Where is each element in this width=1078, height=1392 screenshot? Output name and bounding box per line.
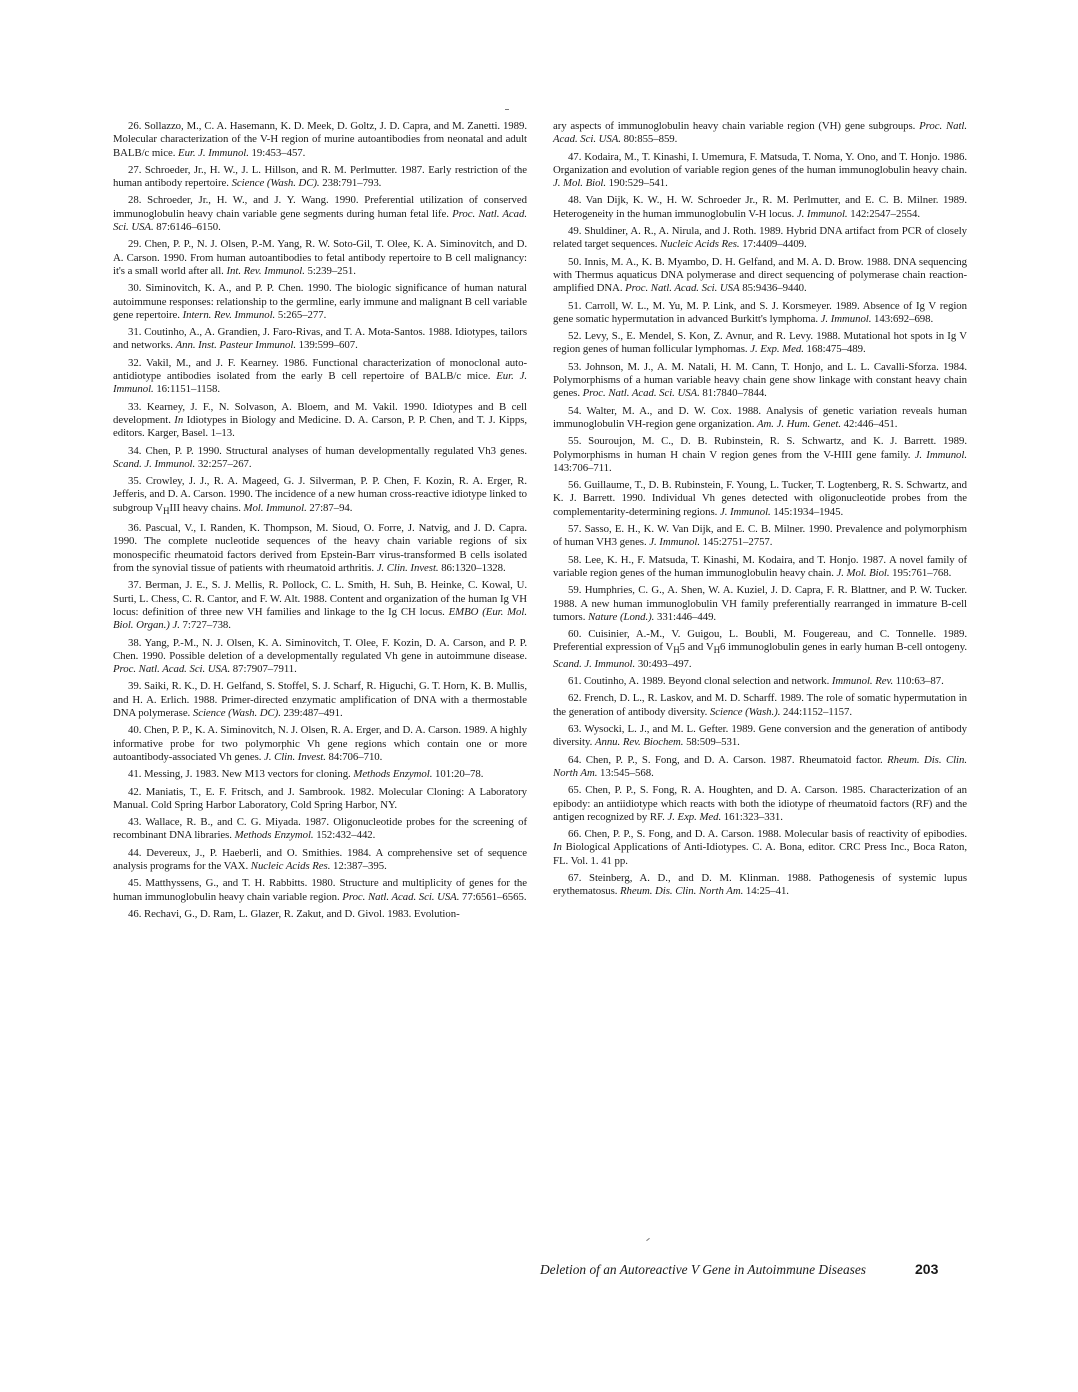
journal-name: Am. J. Hum. Genet. — [757, 417, 841, 430]
reference-text: 34. Chen, P. P. 1990. Structural analyses of human developmentally regulated Vh3 genes. — [128, 444, 527, 457]
reference-text: 145:1934–1945. — [770, 505, 844, 518]
journal-name: In — [553, 841, 562, 854]
reference-41 — [113, 768, 527, 781]
reference-text: 5 and V — [679, 641, 714, 654]
journal-name: J. Immunol. — [914, 448, 967, 461]
reference-60 — [553, 628, 967, 671]
reference-text: 27:87–94. — [306, 501, 353, 514]
reference-43 — [113, 816, 527, 843]
reference-text: 38. Yang, P.-M., N. J. Olsen, K. A. Siminovitch, T. Olee, F. Kozin, D. A. Carson, and P. P. Chen. 1990. Possible deletion of a developmentally regulated Vh gene in autoimmune disease. — [113, 636, 527, 662]
reference-38 — [113, 637, 527, 677]
reference-text: ary aspects of immunoglobulin heavy chain variable region (VH) gene subgroups. — [553, 120, 920, 132]
reference-text: 32:257–267. — [195, 457, 252, 470]
reference-text: 161:323–331. — [721, 810, 783, 823]
reference-text: 14:25–41. — [743, 885, 789, 898]
reference-33 — [113, 401, 527, 441]
scan-mark — [646, 1238, 650, 1241]
reference-text: 195:761–768. — [889, 566, 952, 579]
reference-text: 168:475–489. — [803, 343, 866, 356]
reference-64 — [553, 754, 967, 781]
journal-name: J. Immunol. — [719, 505, 771, 518]
reference-text: III heavy chains. — [169, 501, 244, 514]
reference-31 — [113, 326, 527, 353]
reference-text: 46. Rechavi, G., D. Ram, L. Glazer, R. Zakut, and D. Givol. 1983. Evolution- — [128, 907, 460, 920]
reference-text: 28. Schroeder, Jr., H. W., and J. Y. Wang. 1990. Preferential utilization of conserved immunoglobulin heavy chain variable gene segments during human fetal life. — [113, 194, 527, 220]
reference-text: 244:1152–1157. — [780, 705, 853, 718]
journal-name: Nature (Lond.). — [588, 610, 655, 623]
reference-39 — [113, 680, 527, 720]
reference-49 — [553, 225, 967, 252]
journal-name: J. Exp. Med. — [667, 810, 722, 823]
reference-44 — [113, 847, 527, 874]
reference-55 — [553, 435, 967, 475]
journal-name: Methods Enzymol. — [234, 829, 314, 842]
journal-name: Proc. Natl. Acad. Sci. USA — [625, 282, 740, 295]
journal-name: Rheum. Dis. Clin. North Am. — [620, 885, 744, 898]
journal-name: Proc. Natl. Acad. Sci. USA. — [582, 387, 700, 400]
journal-name: Int. Rev. Immunol. — [226, 264, 305, 277]
reference-text: 87:6146–6150. — [153, 221, 221, 234]
reference-text: 54. Walter, M. A., and D. W. Cox. 1988. Analysis of genetic variation reveals human immunoglobulin VH-region gene organization. — [553, 404, 967, 430]
journal-name: Nucleic Acids Res. — [250, 860, 331, 872]
reference-text: 57. Sasso, E. H., K. W. Van Dijk, and E. C. B. Milner. 1990. Prevalence and polymorphism of human VH3 genes. — [553, 523, 967, 549]
reference-text: 66. Chen, P. P., S. Fong, and D. A. Carson. 1988. Molecular basis of reactivity of epibodies. — [568, 828, 967, 841]
reference-text: 53. Johnson, M. J., A. M. Natali, H. M. Cann, T. Honjo, and L. L. Cavalli-Sforza. 1984. Polymorphisms of a human variable heavy chain gene show linkage with constant heavy chain genes. — [553, 360, 967, 400]
reference-text: 45. Matthyssens, G., and T. H. Rabbitts. 1980. Structure and multiplicity of genes for the human immunoglobulin heavy chain variable region. — [113, 877, 527, 903]
journal-name: Annu. Rev. Biochem. — [594, 736, 684, 749]
subscript: H — [713, 645, 721, 656]
reference-text: 87:7907–7911. — [230, 663, 297, 676]
journal-name: Immunol. Rev. — [831, 675, 894, 688]
reference-text: 80:855–859. — [620, 133, 678, 146]
journal-name: Proc. Natl. Acad. Sci. USA. — [113, 207, 528, 234]
reference-text: 35. Crowley, J. J., R. A. Mageed, G. J. Silverman, P. P. Chen, F. Kozin, R. A. Erger, R. Jefferis, and D. A. Carson. 1990. The incidence of a new human cross-reactive idiotype linked to subgroup V — [113, 475, 527, 514]
reference-text: 64. Chen, P. P., S. Fong, and D. A. Carson. 1987. Rheumatoid factor. — [568, 753, 888, 766]
reference-47 — [553, 151, 967, 191]
reference-text: 58. Lee, K. H., F. Matsuda, T. Kinashi, M. Kodaira, and T. Honjo. 1987. A novel family of variable region genes of the human immunoglobulin heavy chain. — [553, 553, 967, 579]
journal-name: EMBO (Eur. Mol. Biol. Organ.) J. — [113, 605, 527, 632]
reference-45 — [113, 877, 527, 904]
reference-text: 143:692–698. — [871, 312, 934, 325]
reference-40 — [113, 724, 527, 764]
reference-37 — [113, 579, 527, 632]
running-title: Deletion of an Autoreactive V Gene in Autoimmune Diseases — [540, 1262, 867, 1277]
journal-name: Scand. J. Immunol. — [553, 657, 636, 670]
reference-29 — [113, 238, 527, 278]
journal-name: J. Clin. Invest. — [376, 562, 439, 575]
reference-text: 30:493–497. — [635, 657, 692, 670]
journal-name: In — [174, 413, 184, 426]
reference-text: 110:63–87. — [893, 675, 944, 688]
reference-text: 48. Van Dijk, K. W., H. W. Schroeder Jr., R. M. Perlmutter, and E. C. B. Milner. 1989. Heterogeneity in the human immunoglobulin V-H locus. — [553, 194, 967, 220]
reference-58 — [553, 554, 967, 581]
journal-name: Science (Wash. DC). — [231, 177, 320, 190]
reference-text: 33. Kearney, J. F., N. Solvason, A. Bloem, and M. Vakil. 1990. Idiotypes and B cell development. — [113, 400, 527, 426]
reference-65 — [553, 784, 967, 824]
journal-name: J. Immunol. — [796, 207, 848, 220]
reference-text: Biological Applications of Anti-Idiotypes. C. A. Bona, editor. CRC Press Inc., Boca Raton, FL. Vol. 1. 41 pp. — [553, 841, 967, 867]
reference-50 — [553, 256, 967, 296]
reference-text: 47. Kodaira, M., T. Kinashi, I. Umemura, F. Matsuda, T. Noma, Y. Ono, and T. Honjo. 1986. Organization and evolution of variable region genes of the human immunoglobulin heavy chain. — [553, 150, 967, 176]
reference-text: 63. Wysocki, L. J., and M. L. Gefter. 1989. Gene conversion and the generation of antibody diversity. — [553, 723, 967, 749]
journal-name: J. Clin. Invest. — [264, 750, 326, 763]
journal-name: Scand. J. Immunol. — [113, 457, 196, 470]
reference-text: 19:453–457. — [248, 146, 306, 159]
reference-text: 238:791–793. — [319, 177, 382, 190]
reference-text: 239:487–491. — [280, 707, 343, 720]
reference-28 — [113, 194, 527, 234]
reference-text: 17:4409–4409. — [739, 238, 807, 251]
reference-51 — [553, 300, 967, 327]
scan-mark — [505, 109, 509, 110]
page-footer — [540, 1262, 940, 1278]
reference-text: 41. Messing, J. 1983. New M13 vectors for cloning. — [128, 768, 354, 781]
reference-34 — [113, 445, 527, 472]
reference-27 — [113, 164, 527, 191]
journal-name: Mol. Immunol. — [243, 501, 307, 514]
reference-26 — [113, 120, 527, 160]
reference-text: 77:6561–6565. — [459, 890, 527, 903]
reference-53 — [553, 361, 967, 401]
reference-text: 331:446–449. — [654, 610, 717, 623]
reference-text: 40. Chen, P. P., K. A. Siminovitch, N. J. Olsen, R. A. Erger, and D. A. Carson. 1989. A highly informative probe for two polymorphic Vh gene regions which contain one or more autoantibody-associated Vh genes. — [113, 724, 527, 763]
reference-text: 6 immunoglobulin genes in early human B-cell ontogeny. — [720, 641, 968, 654]
references-left-column — [113, 120, 527, 925]
reference-61 — [553, 675, 967, 688]
reference-text: 81:7840–7844. — [699, 387, 767, 400]
reference-30 — [113, 282, 527, 322]
reference-text: 29. Chen, P. P., N. J. Olsen, P.-M. Yang, R. W. Soto-Gil, T. Olee, K. A. Siminovitch, and D. A. Carson. 1990. From human autoantibodies to fetal antibody repertoire to B cell malignancy: it's a small world after all. — [113, 238, 527, 277]
reference-32 — [113, 357, 527, 397]
journal-name: J. Exp. Med. — [750, 343, 804, 356]
references-right-column — [553, 120, 967, 903]
reference-text: 86:1320–1328. — [438, 562, 506, 575]
reference-56 — [553, 479, 967, 519]
reference-text: 36. Pascual, V., I. Randen, K. Thompson, M. Sioud, O. Forre, J. Natvig, and J. D. Capra. 1990. The complete nucleotide sequences of the heavy chain variable regions of six monospecific rheumatoid factors derived from Epstein-Barr virus-transformed B cells isolated from the synovial tissue of patients with rheumatoid arthritis. — [113, 522, 527, 575]
reference-text: 58:509–531. — [683, 736, 740, 749]
reference-57 — [553, 523, 967, 550]
journal-name: Proc. Natl. Acad. Sci. USA. — [113, 663, 231, 676]
reference-54 — [553, 405, 967, 432]
reference-text: 65. Chen, P. P., S. Fong, R. A. Houghten, and D. A. Carson. 1985. Characterization of an epibody: an antiidiotype which reacts with both the idiotype of rheumatoid factors (RF) and the antigen recognized by RF. — [553, 784, 967, 823]
reference-text: 62. French, D. L., R. Laskov, and M. D. Scharff. 1989. The role of somatic hypermutation in the generation of antibody diversity. — [553, 692, 967, 718]
reference-text: 5:265–277. — [275, 308, 327, 321]
reference-text: 59. Humphries, C. G., A. Shen, W. A. Kuziel, J. D. Capra, F. R. Blattner, and P. W. Tucker. 1988. A new human immunoglobulin VH family preferentially rearranged in immature B-cell tumors. — [553, 584, 967, 623]
reference-35 — [113, 475, 527, 518]
reference-text: 143:706–711. — [553, 461, 612, 474]
reference-66 — [553, 828, 967, 868]
reference-text: 101:20–78. — [432, 768, 484, 781]
journal-name: Methods Enzymol. — [353, 768, 433, 781]
reference-text: 43. Wallace, R. B., and C. G. Miyada. 1987. Oligonucleotide probes for the screening of recombinant DNA libraries. — [113, 816, 527, 842]
reference-text: 12:387–395. — [330, 860, 387, 872]
reference-59 — [553, 584, 967, 624]
reference-text: 44. Devereux, J., P. Haeberli, and O. Smithies. 1984. A comprehensive set of sequence analysis programs for the VAX. — [113, 846, 527, 872]
reference-text: 32. Vakil, M., and J. F. Kearney. 1986. Functional characterization of monoclonal auto-antidiotype antibodies isolated from the early B cell repertoire of BALB/c mice. — [113, 356, 527, 383]
reference-36 — [113, 522, 527, 575]
reference-text: 50. Innis, M. A., K. B. Myambo, D. H. Gelfand, and M. A. D. Brow. 1988. DNA sequencing with Thermus aquaticus DNA polymerase and direct sequencing of polymerase chain reaction-amplified DNA. — [553, 255, 967, 295]
reference-text: 56. Guillaume, T., D. B. Rubinstein, F. Young, L. Tucker, T. Logtenberg, R. S. Schwartz, and K. J. Barrett. 1990. Individual Vh genes detected with oligonucleotide probes from the complementarity-determining regions. — [553, 479, 967, 518]
reference-text: 145:2751–2757. — [700, 536, 773, 549]
reference-text: 60. Cuisinier, A.-M., V. Guigou, L. Boubli, M. Fougereau, and C. Tonnelle. 1989. Preferential expression of V — [553, 628, 967, 654]
reference-text: 42:446–451. — [840, 417, 898, 430]
reference-text: 39. Saiki, R. K., D. H. Gelfand, S. Stoffel, S. J. Scharf, R. Higuchi, G. T. Horn, K. B. Mullis, and H. A. Erlich. 1988. Primer-directed enzymatic amplification of DNA with a thermostable DNA polymerase. — [113, 680, 527, 720]
reference-text: 7:727–738. — [179, 619, 231, 632]
journal-name: Ann. Inst. Pasteur Immunol. — [175, 339, 296, 352]
reference-text: 31. Coutinho, A., A. Grandien, J. Faro-Rivas, and T. A. Mota-Santos. 1988. Idiotypes, tailors and networks. — [113, 326, 527, 352]
reference-text: 142:2547–2554. — [847, 207, 921, 220]
reference-text: 152:432–442. — [313, 829, 376, 842]
reference-text: 30. Siminovitch, K. A., and P. P. Chen. 1990. The biologic significance of human natural autoimmune responses: relationship to the germline, early immune and malignant B cell variable gene repertoire. — [113, 282, 527, 321]
reference-62 — [553, 692, 967, 719]
reference-text: 27. Schroeder, Jr., H. W., J. L. Hillson, and R. M. Perlmutter. 1987. Early restriction of the human antibody repertoire. — [113, 163, 527, 190]
journal-name: Proc. Natl. Acad. Sci. USA. — [553, 120, 968, 146]
journal-name: Science (Wash. DC). — [192, 707, 281, 720]
journal-name: J. Mol. Biol. — [836, 566, 890, 579]
reference-46-cont — [553, 120, 967, 147]
subscript: H — [163, 505, 170, 516]
reference-63 — [553, 723, 967, 750]
subscript: H — [673, 645, 680, 656]
journal-name: Intern. Rev. Immunol. — [182, 308, 276, 321]
reference-text: 49. Shuldiner, A. R., A. Nirula, and J. Roth. 1989. Hybrid DNA artifact from PCR of closely related target sequences. — [553, 225, 967, 251]
reference-67 — [553, 872, 967, 899]
reference-text: 13:545–568. — [597, 766, 654, 779]
reference-46 — [113, 908, 527, 921]
reference-text: 5:239–251. — [304, 264, 356, 277]
reference-text: 52. Levy, S., E. Mendel, S. Kon, Z. Avnur, and R. Levy. 1988. Mutational hot spots in Ig V region genes of human follicular lymphomas. — [553, 330, 967, 356]
reference-text: 61. Coutinho, A. 1989. Beyond clonal selection and network. — [568, 675, 832, 688]
journal-name: Science (Wash.). — [709, 705, 781, 718]
reference-text: 51. Carroll, W. L., M. Yu, M. P. Link, and S. J. Korsmeyer. 1989. Absence of Ig V region gene somatic hypermutation in advanced Burkitt's lymphoma. — [553, 299, 967, 325]
journal-name: Eur. J. Immunol. — [178, 146, 249, 159]
reference-42 — [113, 786, 527, 813]
reference-text: 55. Souroujon, M. C., D. B. Rubinstein, R. S. Schwartz, and K. J. Barrett. 1989. Polymorphisms in human H chain V region genes from the V-HIII gene family. — [553, 435, 967, 461]
reference-text: 139:599–607. — [295, 339, 358, 352]
reference-52 — [553, 330, 967, 357]
reference-text: 67. Steinberg, A. D., and D. M. Klinman. 1988. Pathogenesis of systemic lupus erythematosus. — [553, 872, 967, 898]
page-number: 203 — [915, 1261, 939, 1277]
journal-name: J. Immunol. — [820, 312, 872, 325]
reference-text: 26. Sollazzo, M., C. A. Hasemann, K. D. Meek, D. Goltz, J. D. Capra, and M. Zanetti. 1989. Molecular characterization of the V-H region of murine autoantibodies from neonatal and adult BALB/c mice. — [113, 120, 527, 159]
journal-name: Eur. J. Immunol. — [113, 370, 527, 396]
reference-text: 84:706–710. — [325, 750, 383, 763]
reference-text: 190:529–541. — [606, 177, 668, 190]
reference-text: 16:1151–1158. — [153, 383, 220, 396]
reference-text: Idiotypes in Biology and Medicine. D. A. Carson, P. P. Chen, and T. J. Kipps, editors. Karger, Basel. 1–13. — [113, 413, 528, 440]
reference-text: 37. Berman, J. E., S. J. Mellis, R. Pollock, C. L. Smith, H. Suh, B. Heinke, C. Kowal, U. Surti, L. Chess, C. R. Cantor, and F. W. Alt. 1988. Content and organization of the human Ig VH locus: definition of three new VH families and linkage to the Ig CH locus. — [113, 579, 527, 618]
journal-name: J. Immunol. — [649, 536, 700, 549]
reference-text: 85:9436–9440. — [739, 282, 807, 295]
journal-name: J. Mol. Biol. — [553, 177, 607, 190]
journal-name: Rheum. Dis. Clin. North Am. — [553, 753, 967, 779]
journal-name: Proc. Natl. Acad. Sci. USA. — [342, 890, 460, 903]
reference-48 — [553, 194, 967, 221]
journal-name: Nucleic Acids Res. — [660, 238, 740, 251]
reference-text: 42. Maniatis, T., E. F. Fritsch, and J. Sambrook. 1982. Molecular Cloning: A Laboratory Manual. Cold Spring Harbor Laboratory, Cold Spring Harbor, NY. — [113, 785, 527, 811]
